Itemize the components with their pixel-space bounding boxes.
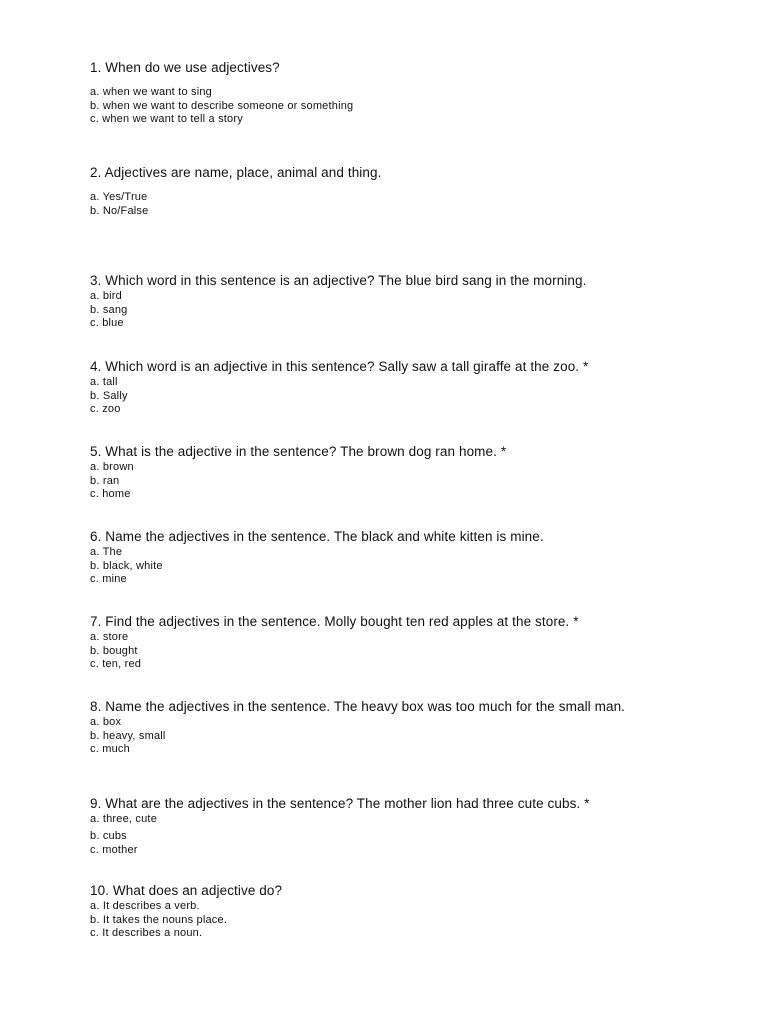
question-10: [90, 882, 670, 941]
option-list: [90, 900, 670, 941]
question-9: [90, 795, 670, 858]
question-1: [90, 59, 670, 127]
option-a: a. box: [90, 716, 122, 728]
option-a: a. tall: [90, 376, 118, 388]
question-4: [90, 358, 670, 417]
question-8: [90, 698, 670, 757]
option-list: [90, 813, 670, 858]
option-list: [90, 290, 670, 331]
option-b: b. cubs: [90, 829, 127, 842]
option-a: a. when we want to sing: [90, 86, 213, 98]
question-text: 6. Name the adjectives in the sentence. The black and white kitten is mine.: [90, 529, 544, 544]
option-c: c. ten, red: [90, 658, 142, 670]
option-a: a. bird: [90, 290, 122, 302]
option-a: a. brown: [90, 461, 134, 473]
option-c: c. much: [90, 743, 130, 755]
option-c: c. mother: [90, 844, 138, 856]
question-6: [90, 528, 670, 587]
option-list: [90, 461, 670, 502]
option-c: c. mine: [90, 573, 127, 585]
question-3: [90, 272, 670, 331]
question-text: 4. Which word is an adjective in this sentence? Sally saw a tall giraffe at the zoo. *: [90, 359, 589, 374]
option-a: a. It describes a verb.: [90, 900, 200, 912]
question-text: 1. When do we use adjectives?: [90, 60, 280, 75]
option-list: [90, 546, 670, 587]
option-b: b. It takes the nouns place.: [90, 913, 228, 926]
option-a: a. The: [90, 546, 123, 558]
option-list: [90, 376, 670, 417]
question-text: 10. What does an adjective do?: [90, 883, 283, 898]
option-a: a. three, cute: [90, 813, 158, 825]
question-text: 7. Find the adjectives in the sentence. Molly bought ten red apples at the store. *: [90, 614, 579, 629]
question-5: [90, 443, 670, 502]
option-a: a. store: [90, 631, 129, 643]
option-list: [90, 631, 670, 672]
option-b: b. heavy, small: [90, 729, 166, 742]
option-list: [90, 191, 670, 218]
option-a: a. Yes/True: [90, 191, 148, 203]
option-c: c. home: [90, 488, 131, 500]
option-b: b. sang: [90, 303, 128, 316]
option-b: b. Sally: [90, 389, 128, 402]
option-c: c. blue: [90, 317, 124, 329]
question-text: 9. What are the adjectives in the sentence? The mother lion had three cute cubs. *: [90, 796, 590, 811]
question-text: 8. Name the adjectives in the sentence. The heavy box was too much for the small man.: [90, 699, 626, 714]
option-b: b. No/False: [90, 204, 149, 217]
question-2: [90, 164, 670, 218]
option-list: [90, 86, 670, 127]
question-7: [90, 613, 670, 672]
option-list: [90, 716, 670, 757]
option-c: c. It describes a noun.: [90, 927, 203, 939]
option-c: c. zoo: [90, 403, 121, 415]
question-text: 2. Adjectives are name, place, animal and thing.: [90, 165, 382, 180]
option-b: b. ran: [90, 474, 120, 487]
question-text: 3. Which word in this sentence is an adjective? The blue bird sang in the morning.: [90, 273, 587, 288]
option-b: b. bought: [90, 644, 138, 657]
option-b: b. black, white: [90, 559, 163, 572]
option-b: b. when we want to describe someone or something: [90, 99, 354, 112]
option-c: c. when we want to tell a story: [90, 113, 243, 125]
question-text: 5. What is the adjective in the sentence? The brown dog ran home. *: [90, 444, 507, 459]
